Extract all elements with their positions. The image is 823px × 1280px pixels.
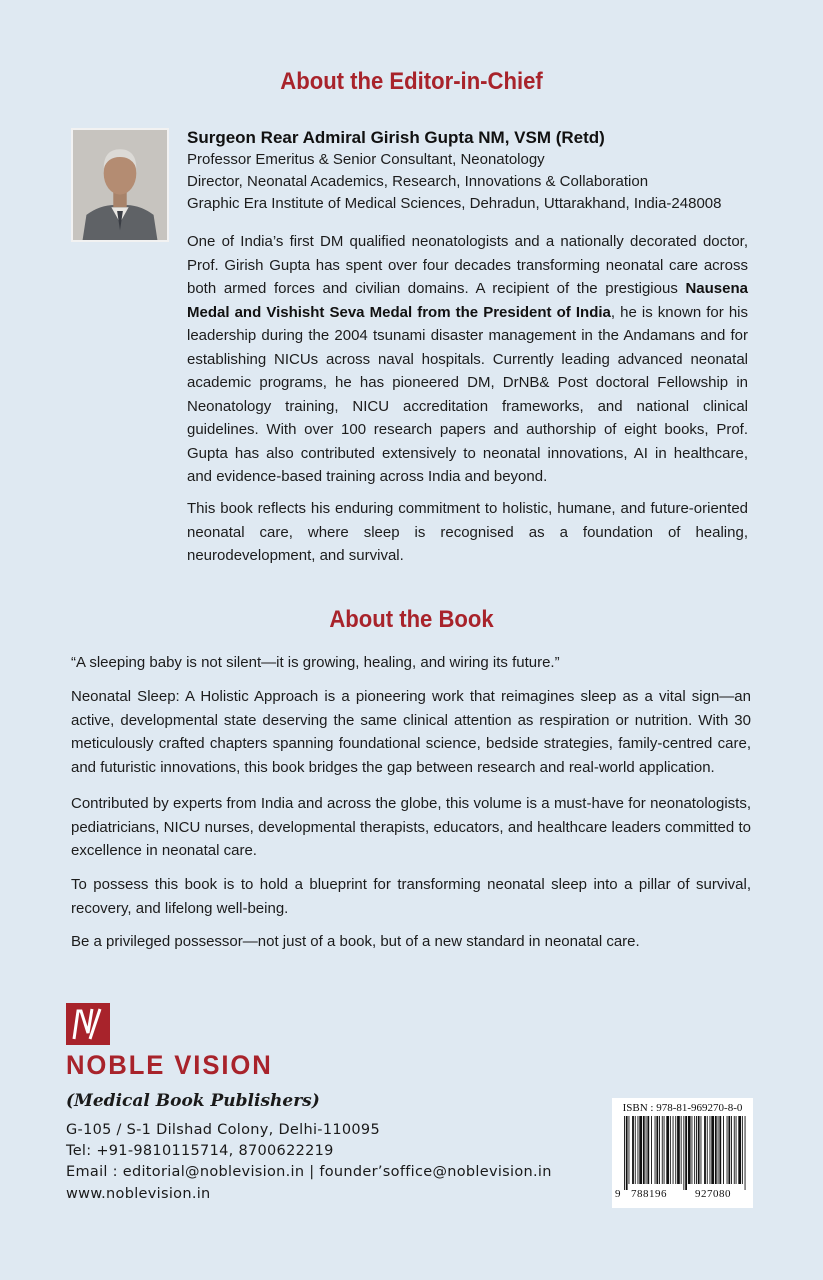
bio-text: , he is known for his leadership during the 2004 tsunami disaster management in the Andamans and for establishing NICUs across naval hospitals. Currently leading advanced neonatal academic programs, he has pioneered DM, DrNB& Post doctoral Fellowship in Neonatology training, NICU accreditation frameworks, and national clinical guidelines. With over 100 research papers and authorship of eight books, Prof. Gupta has also contributed extensively to neonatal innovations, AI in healthcare, and evidence-based training across India and beyond. [187, 303, 749, 485]
book-paragraph: Contributed by experts from India and across the globe, this volume is a must-have for neonatologists, pediatricians, NICU nurses, developmental therapists, educators, and healthcare leaders committed to excellence in neonatal care. [71, 795, 751, 859]
book-paragraph: Neonatal Sleep: A Holistic Approach is a pioneering work that reimagines sleep as a vital sign—an active, developmental state deserving the same clinical attention as respiration or nutrition. With 30 meticulously crafted chapters spanning foundational science, bedside strategies, family-centred care, and futuristic innovations, this book bridges the gap between research and real-world application. [71, 688, 751, 776]
publisher-address: G-105 / S-1 Dilshad Colony, Delhi-110095 [66, 1122, 380, 1138]
barcode-digits-left: 788196 [631, 1188, 667, 1200]
barcode-digits-right: 927080 [695, 1188, 731, 1200]
editor-section-heading: About the Editor-in-Chief [280, 68, 543, 95]
bio-text: One of India’s first DM qualified neonatologists and a nationally decorated doctor, Prof. Girish Gupta has spent over four decades transforming neonatal care across both armed forces and civilian domains. A recipient of the prestigious [187, 233, 748, 297]
book-paragraph: Be a privileged possessor—not just of a book, but of a new standard in neonatal care. [71, 933, 640, 950]
book-section-heading: About the Book [329, 606, 494, 633]
publisher-website: www.noblevision.in [66, 1186, 211, 1202]
book-quote: “A sleeping baby is not silent—it is growing, healing, and wiring its future.” [71, 654, 560, 671]
editor-title-line: Director, Neonatal Academics, Research, Innovations & Collaboration [187, 173, 649, 190]
isbn-barcode-box [612, 1098, 753, 1208]
editor-name: Surgeon Rear Admiral Girish Gupta NM, VSM (Retd) [187, 128, 605, 147]
editor-title-line: Professor Emeritus & Senior Consultant, Neonatology [187, 151, 545, 168]
editor-affiliation: Graphic Era Institute of Medical Sciences, Dehradun, Uttarakhand, India-248008 [187, 195, 722, 212]
publisher-tagline: (Medical Book Publishers) [66, 1091, 320, 1111]
bio-medals: Nausena Medal and Vishisht Seva Medal from the President of India [187, 280, 748, 321]
editor-photo [71, 128, 169, 242]
book-paragraph: To possess this book is to hold a blueprint for transforming neonatal sleep into a pillar of survival, recovery, and lifelong well-being. [71, 876, 751, 917]
publisher-phone: Tel: +91-9810115714, 8700622219 [66, 1143, 334, 1159]
publisher-logo-icon [66, 1003, 110, 1045]
publisher-name: NOBLE VISION [66, 1050, 273, 1080]
publisher-email: Email : editorial@noblevision.in | founder’soffice@noblevision.in [66, 1164, 552, 1180]
isbn-label: ISBN : 978-81-969270-8-0 [622, 1102, 743, 1114]
barcode-icon [612, 1116, 753, 1190]
editor-bio-paragraph: This book reflects his enduring commitment to holistic, humane, and future-oriented neonatal care, where sleep is recognised as a foundation of healing, neurodevelopment, and survival. [187, 500, 748, 564]
editor-bio [187, 230, 748, 489]
barcode-lead-digit: 9 [615, 1188, 621, 1200]
